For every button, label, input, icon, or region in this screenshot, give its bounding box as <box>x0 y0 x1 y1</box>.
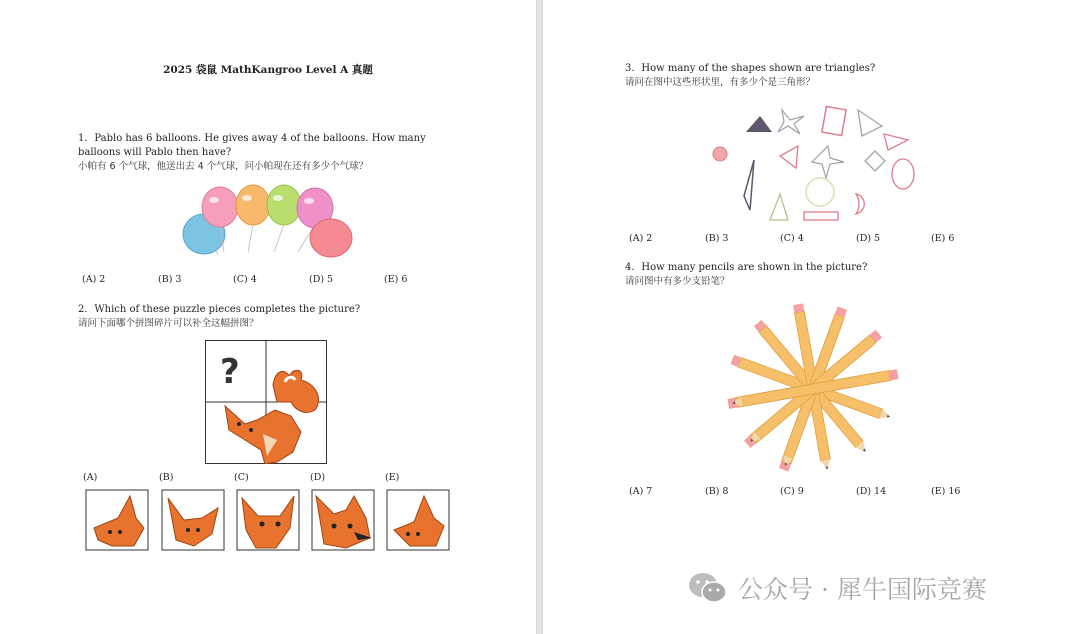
q3-text: 3．How many of the shapes shown are triangles? <box>625 63 876 74</box>
right-page <box>543 0 1080 634</box>
puzzle-pieces <box>84 488 452 554</box>
ellipse <box>892 159 914 189</box>
q2-options <box>83 472 425 483</box>
triangle-dark <box>746 116 772 132</box>
square-pink <box>822 106 846 135</box>
q4-option-d[interactable]: (D) 14 <box>856 486 887 497</box>
puzzle-piece-d <box>312 490 374 550</box>
triangle-pink-small <box>884 134 908 150</box>
rectangle <box>804 212 838 220</box>
q1-option-a[interactable]: (A) 2 <box>82 274 106 285</box>
q2-option-c[interactable]: (C) <box>234 472 249 483</box>
q3-option-b[interactable]: (B) 3 <box>705 233 729 244</box>
q1-option-d[interactable]: (D) 5 <box>309 274 334 285</box>
q4-option-c[interactable]: (C) 9 <box>780 486 804 497</box>
page-gutter <box>536 0 543 634</box>
q1-chinese: 小帕有 6 个气球，他送出去 4 个气球，问小帕现在还有多少个气球？ <box>78 161 369 172</box>
puzzle-piece-c <box>237 490 299 550</box>
left-page <box>0 0 536 634</box>
triangle-thin <box>744 160 754 210</box>
balloons-image <box>178 180 358 260</box>
diamond <box>865 151 885 171</box>
q1-option-b[interactable]: (B) 3 <box>158 274 182 285</box>
watermark <box>688 570 987 606</box>
circle-pink <box>713 147 727 161</box>
q2-option-e[interactable]: (E) <box>385 472 400 483</box>
crescent <box>856 194 864 214</box>
q3-chinese: 请问在图中这些形状里，有多少个是三角形？ <box>625 77 816 88</box>
star-gray <box>812 146 844 178</box>
pencils-image <box>723 300 903 478</box>
triangle-pink <box>780 146 798 168</box>
q4-option-b[interactable]: (B) 8 <box>705 486 729 497</box>
q4-chinese: 请问图中有多少支铅笔？ <box>625 276 730 287</box>
question-mark: ? <box>220 352 240 392</box>
star-four-point <box>778 110 804 134</box>
triangle-green <box>770 194 788 220</box>
document-title: 2025 袋鼠 MathKangroo Level A 真题 <box>163 64 373 76</box>
q2-option-a[interactable]: (A) <box>83 472 98 483</box>
circle-faint <box>806 178 834 206</box>
balloon-red <box>310 219 352 257</box>
triangle-gray <box>858 110 882 136</box>
q2-option-d[interactable]: (D) <box>310 472 326 483</box>
q1-text: 1．Pablo has 6 balloons. He gives away 4 of the balloons. How many balloons will Pablo then have? <box>78 133 426 158</box>
puzzle-piece-e <box>387 490 449 550</box>
q3-option-a[interactable]: (A) 2 <box>629 233 653 244</box>
q1-options <box>82 274 424 285</box>
q3-option-e[interactable]: (E) 6 <box>931 233 955 244</box>
q4-option-e[interactable]: (E) 16 <box>931 486 961 497</box>
q3-option-c[interactable]: (C) 4 <box>780 233 804 244</box>
q4-options <box>629 486 971 497</box>
q1-option-e[interactable]: (E) 6 <box>384 274 408 285</box>
puzzle-piece-b <box>162 490 224 550</box>
q4-text: 4．How many pencils are shown in the picture? <box>625 262 868 273</box>
wechat-icon <box>688 571 728 605</box>
watermark-text: 公众号 · 犀牛国际竞赛 <box>738 575 987 604</box>
q3-option-d[interactable]: (D) 5 <box>856 233 881 244</box>
q2-chinese: 请问下面哪个拼图碎片可以补全这幅拼图？ <box>78 318 259 329</box>
q2-option-b[interactable]: (B) <box>159 472 174 483</box>
q2-text: 2．Which of these puzzle pieces completes the picture? <box>78 304 361 315</box>
q4-option-a[interactable]: (A) 7 <box>629 486 653 497</box>
balloon-orange <box>236 185 270 252</box>
puzzle-picture <box>205 340 327 464</box>
q1-option-c[interactable]: (C) 4 <box>233 274 257 285</box>
balloon-green <box>267 185 301 252</box>
q3-options <box>629 233 971 244</box>
shapes-image <box>708 96 918 226</box>
puzzle-piece-a <box>86 490 148 550</box>
